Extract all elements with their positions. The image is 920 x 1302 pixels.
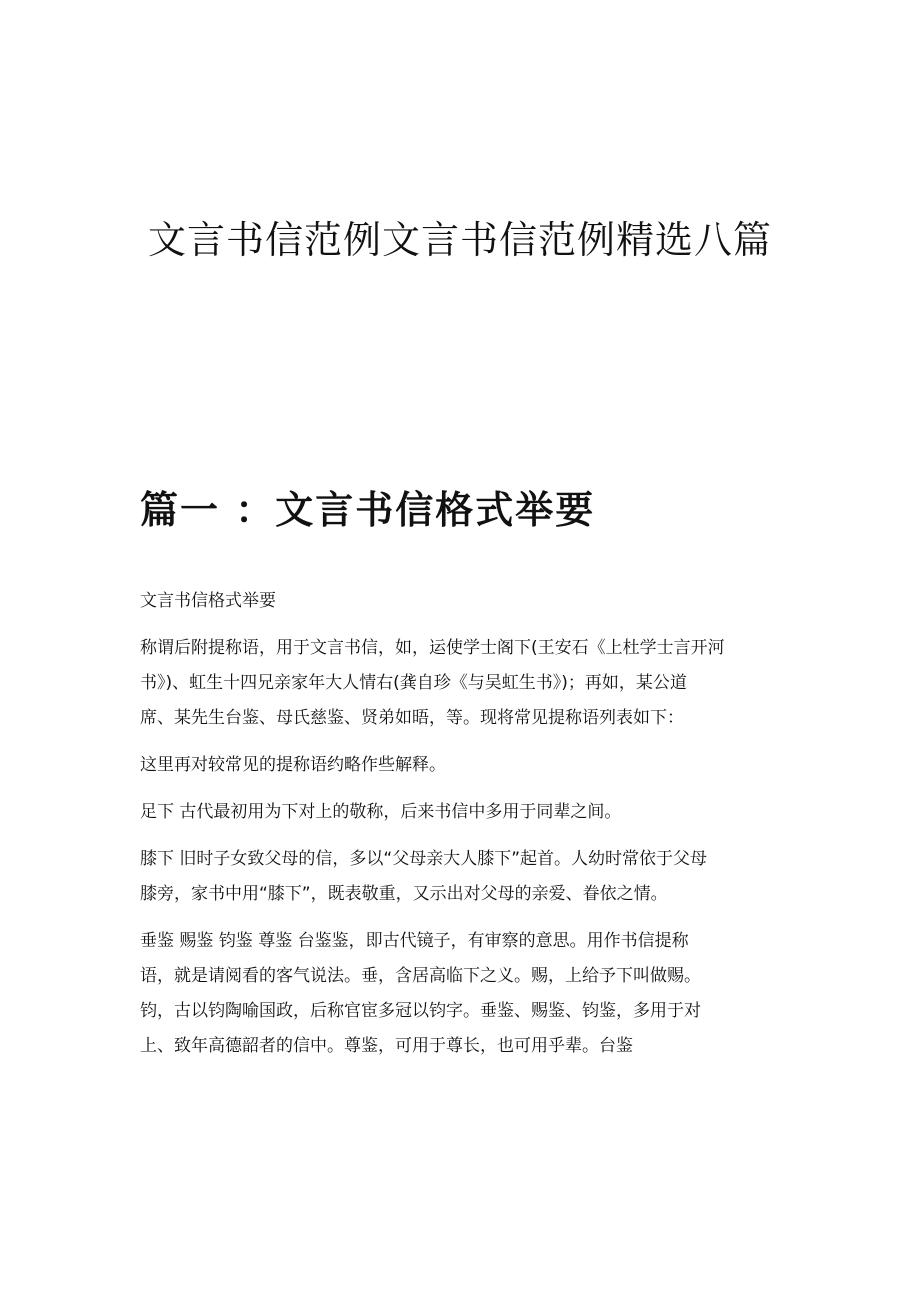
section-body (140, 584, 790, 1076)
paragraph-line: 钧，古以钧陶喻国政，后称官宦多冠以钧字。垂鉴、赐鉴、钧鉴，多用于对 (140, 1001, 701, 1021)
paragraph (140, 924, 790, 1064)
paragraph-line: 文言书信格式举要 (140, 591, 276, 611)
paragraph-line: 语，就是请阅看的客气说法。垂，含居高临下之义。赐，上给予下叫做赐。 (140, 966, 701, 986)
paragraph-line: 足下 古代最初用为下对上的敬称，后来书信中多用于同辈之间。 (140, 802, 622, 822)
paragraph-line: 膝下 旧时子女致父母的信，多以“父母亲大人膝下”起首。人幼时常依于父母 (140, 849, 708, 869)
paragraph-line: 膝旁，家书中用“膝下”，既表敬重，又示出对父母的亲爱、眷依之情。 (140, 884, 668, 904)
paragraph-line: 这里再对较常见的提称语约略作些解释。 (140, 755, 446, 775)
paragraph-line: 称谓后附提称语，用于文言书信，如，运使学士阁下(王安石《上杜学士言开河 (140, 638, 725, 658)
paragraph (140, 748, 790, 783)
paragraph-line: 书》)、虹生十四兄亲家年大人情右(龚自珍《与吴虹生书》)；再如，某公道 (140, 673, 687, 693)
paragraph (140, 584, 790, 619)
paragraph-line: 上、致年高德韶者的信中。尊鉴，可用于尊长，也可用乎辈。台鉴 (140, 1036, 633, 1056)
paragraph (140, 795, 790, 830)
document-title: 文言书信范例文言书信范例精选八篇 (147, 218, 772, 262)
paragraph-line: 席、某先生台鉴、母氏慈鉴、贤弟如晤，等。现将常见提称语列表如下： (140, 708, 684, 728)
paragraph-line: 垂鉴 赐鉴 钧鉴 尊鉴 台鉴鉴，即古代镜子，有审察的意思。用作书信提称 (140, 931, 689, 951)
section-heading: 篇一 ：文言书信格式举要 (140, 487, 596, 532)
paragraph (140, 631, 790, 736)
paragraph (140, 842, 790, 912)
